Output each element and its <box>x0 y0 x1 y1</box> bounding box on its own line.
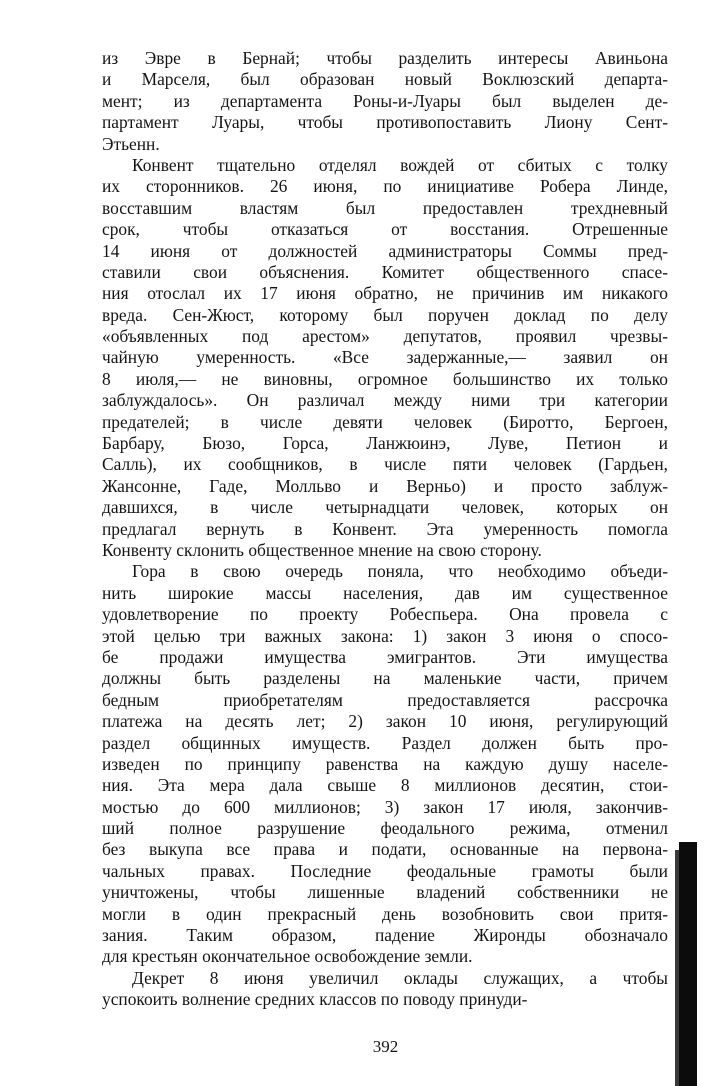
text-line: Декрет 8 июня увеличил оклады служащих, а чтобы <box>132 967 668 988</box>
text-line: срок, чтобы отказаться от восстания. Отрешенные <box>102 219 668 240</box>
text-line: этой целью три важных закона: 1) закон 3 июня о спосо- <box>102 625 668 646</box>
text-line: чайную умеренность. «Все задержанные,— заявил он <box>102 347 668 368</box>
text-line: Конвенту склонить общественное мнение на свою сторону. <box>102 539 542 560</box>
page-edge-bar <box>679 842 697 1086</box>
text-line: восставшим властям был предоставлен трехдневный <box>102 197 668 218</box>
text-line: вреда. Сен-Жюст, которому был поручен доклад по делу <box>102 304 668 325</box>
text-line: раздел общинных имуществ. Раздел должен быть про- <box>102 732 668 753</box>
text-line: мент; из департамента Роны-и-Луары был выделен де- <box>102 90 668 111</box>
text-line: уничтожены, чтобы лишенные владений собственники не <box>102 882 668 903</box>
text-line: бедным приобретателям предоставляется рассрочка <box>102 689 668 710</box>
text-line: бе продажи имущества эмигрантов. Эти имущества <box>102 646 668 667</box>
paragraph <box>102 561 668 967</box>
text-line: для крестьян окончательное освобождение земли. <box>102 946 473 967</box>
page-body <box>102 48 668 1011</box>
paragraph <box>102 155 668 561</box>
text-line: Жансонне, Гаде, Молльво и Верньо) и просто заблуж- <box>102 475 668 496</box>
text-line: Гора в свою очередь поняла, что необходимо объеди- <box>132 561 668 582</box>
paragraph <box>102 48 668 155</box>
text-line: и Марселя, был образован новый Воклюзский департа- <box>102 69 668 90</box>
text-line: Этьенн. <box>102 133 160 154</box>
text-line: предлагал вернуть в Конвент. Эта умеренность помогла <box>102 518 668 539</box>
text-line: могли в один прекрасный день возобновить свои притя- <box>102 903 668 924</box>
text-line: удовлетворение по проекту Робеспьера. Она провела с <box>102 604 668 625</box>
text-line: ния. Эта мера дала свыше 8 миллионов десятин, стои- <box>102 775 668 796</box>
text-line: предателей; в числе девяти человек (Биротто, Бергоен, <box>102 411 668 432</box>
text-line: ший полное разрушение феодального режима, отменил <box>102 818 668 839</box>
text-line: ния отослал их 17 июня обратно, не причинив им никакого <box>102 283 668 304</box>
text-line: Конвент тщательно отделял вождей от сбитых с толку <box>132 154 668 175</box>
text-line: 8 июля,— не виновны, огромное большинство их только <box>102 368 668 389</box>
text-line: успокоить волнение средних классов по поводу принуди- <box>102 989 528 1010</box>
text-line: Барбару, Бюзо, Горса, Ланжюинэ, Луве, Петион и <box>102 433 668 454</box>
text-line: должны быть разделены на маленькие части, причем <box>102 668 668 689</box>
text-line: зания. Таким образом, падение Жиронды обозначало <box>102 925 668 946</box>
text-line: мостью до 600 миллионов; 3) закон 17 июля, закончив- <box>102 796 668 817</box>
text-line: 14 июня от должностей администраторы Соммы пред- <box>102 240 668 261</box>
text-line: Салль), их сообщников, в числе пяти человек (Гардьен, <box>102 454 668 475</box>
text-line: их сторонников. 26 июня, по инициативе Робера Линде, <box>102 176 668 197</box>
text-line: давшихся, в числе четырнадцати человек, которых он <box>102 497 668 518</box>
text-line: нить широкие массы населения, дав им существенное <box>102 582 668 603</box>
page-number: 392 <box>372 1037 399 1056</box>
paragraph <box>102 968 668 1011</box>
text-line: чальных правах. Последние феодальные грамоты были <box>102 860 668 881</box>
text-line: ставили свои объяснения. Комитет общественного спасе- <box>102 261 668 282</box>
text-line: без выкупа все права и подати, основанные на первона- <box>102 839 668 860</box>
text-line: «объявленных под арестом» депутатов, проявил чрезвы- <box>102 326 668 347</box>
text-line: платежа на десять лет; 2) закон 10 июня, регулирующий <box>102 711 668 732</box>
text-line: из Эвре в Бернай; чтобы разделить интересы Авиньона <box>102 48 668 68</box>
text-line: заблуждалось». Он различал между ними три категории <box>102 390 668 411</box>
text-line: партамент Луары, чтобы противопоставить Лиону Сент- <box>102 112 668 133</box>
text-line: изведен по принципу равенства на каждую душу населе- <box>102 753 668 774</box>
